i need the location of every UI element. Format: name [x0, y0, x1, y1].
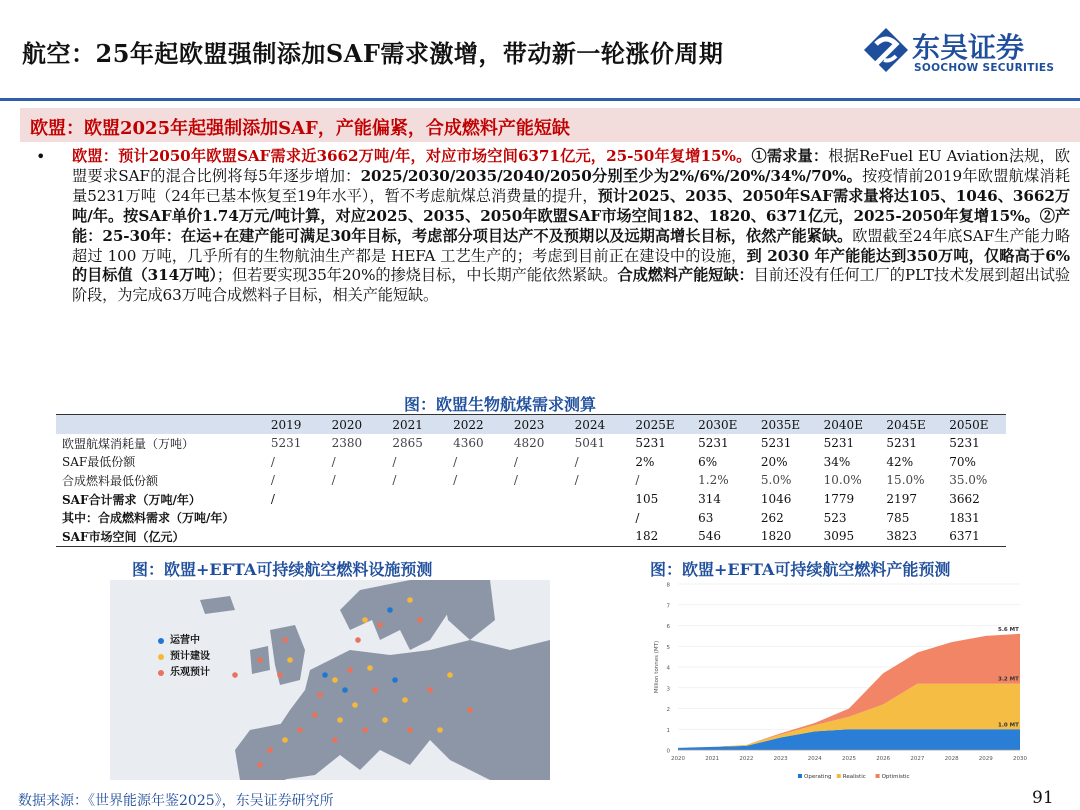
table-header-row: [56, 415, 1006, 435]
table-cell: 5231: [270, 436, 302, 451]
table-cell: [569, 527, 630, 546]
table-cell: 4360: [453, 436, 484, 451]
table-cell: 546: [692, 527, 755, 546]
logo-text-en: SOOCHOW SECURITIES: [914, 62, 1055, 74]
table-cell: 1831: [949, 510, 980, 525]
table-cell: 42%: [886, 454, 914, 469]
table-cell: 2865: [392, 436, 423, 451]
table-cell: /: [513, 454, 518, 469]
table-cell: /: [270, 473, 275, 488]
map-facility-dot: [417, 617, 423, 623]
table-cell: 182: [629, 527, 692, 546]
table-cell: 20%: [760, 454, 788, 469]
map-facility-dot: [257, 657, 263, 663]
table-row: [56, 508, 1006, 527]
table-cell: [326, 527, 387, 546]
table-cell: /: [635, 473, 640, 488]
chart-legend-swatch: [798, 774, 802, 778]
chart-x-tick-label: 2029: [978, 756, 993, 762]
section-subtitle: 欧盟：欧盟2025年起强制添加SAF，产能偏紧，合成燃料产能短缺: [30, 118, 570, 139]
table-cell: 1779: [823, 492, 855, 507]
table-row-label: SAF合计需求（万吨/年）: [62, 492, 201, 507]
table-cell: /: [392, 454, 397, 469]
map-facility-dot: [372, 687, 378, 693]
para-bold-4: ②产能：25-30年：在运+在建产能可满足30年目标，考虑部分项目达产不及预期以及远期高增长目标，依然产能紧缺。: [72, 206, 1070, 245]
table-cell: 70%: [949, 454, 976, 469]
table-header-cell: 2050E: [943, 415, 1006, 435]
chart-legend-label: Operating: [804, 774, 832, 780]
table-cell: 5231: [760, 436, 792, 451]
table-cell: 5231: [698, 436, 729, 451]
map-facility-dot: [407, 727, 413, 733]
map-facility-dot: [257, 762, 263, 768]
map-facility-dot: [347, 667, 353, 673]
table-cell: 5041: [574, 436, 606, 451]
table-cell: [265, 508, 326, 527]
table-row: [56, 434, 1006, 453]
table-header-cell: 2045E: [880, 415, 943, 435]
chart-x-tick-label: 2020: [671, 756, 685, 762]
chart-x-tick-label: 2026: [876, 756, 891, 762]
table-header-cell: 2030E: [692, 415, 755, 435]
map-facility-dot: [332, 677, 338, 683]
map-facility-dot: [317, 692, 323, 698]
table-cell: 2197: [886, 492, 917, 507]
table-cell: /: [453, 454, 458, 469]
chart-legend-label: Optimistic: [881, 774, 910, 780]
table-header-cell: 2024: [569, 415, 630, 435]
map-facility-dot: [322, 672, 328, 678]
para-bold-1: ①需求量：: [751, 147, 829, 165]
table-cell: [508, 490, 569, 509]
table-row-label: SAF最低份额: [62, 455, 136, 470]
table-header-cell: 2035E: [755, 415, 818, 435]
chart-y-tick-label: 0: [666, 748, 670, 755]
map-facility-dot: [387, 607, 393, 613]
map-facility-dot: [437, 727, 443, 733]
map-legend-item: 运营中: [158, 633, 210, 649]
table-cell: 3662: [949, 492, 980, 507]
table-cell: [508, 527, 569, 546]
page-number: 91: [1032, 788, 1054, 808]
chart-x-tick-label: 2022: [739, 756, 754, 762]
table-cell: 63: [698, 510, 714, 525]
chart-x-tick-label: 2028: [944, 756, 959, 762]
map-legend-item: 乐观预计: [158, 665, 210, 681]
para-bold-2: 2025/2030/2035/2040/2050分别至少为2%/6%/20%/34%/70%。: [360, 166, 863, 185]
chart-y-tick-label: 8: [666, 582, 670, 589]
map-facility-dot: [282, 637, 288, 643]
para-text-4: ；但若要实现35年20%的掺烧目标，中长期产能依然紧缺。: [216, 266, 618, 285]
page-title: 航空：25年起欧盟强制添加SAF需求激增，带动新一轮涨价周期: [22, 39, 724, 68]
table-header-cell: 2019: [265, 415, 326, 435]
map-facility-dot: [382, 717, 388, 723]
chart-y-tick-label: 4: [666, 665, 670, 672]
table-cell: [447, 508, 508, 527]
table-header-cell: [56, 415, 265, 435]
table-header-cell: 2021: [386, 415, 447, 435]
table-cell: 3095: [818, 527, 881, 546]
chart-x-tick-label: 2021: [705, 756, 720, 762]
chart-y-tick-label: 2: [666, 707, 670, 713]
table-cell: 2%: [635, 454, 655, 469]
table-row-label: SAF市场空间（亿元）: [56, 527, 265, 546]
table-cell: [326, 508, 387, 527]
table-cell: 35.0%: [949, 473, 988, 488]
table-cell: 523: [823, 510, 847, 525]
table-cell: /: [270, 454, 275, 469]
table-cell: 314: [698, 492, 722, 507]
table-cell: /: [635, 510, 640, 525]
para-text-2: 按疫情前2019年欧盟航煤消耗量5231万吨（24年已基本恢复至19年水平），暂不考虑航煤总消费量的提升，: [72, 166, 1070, 205]
section-header-bar: [20, 108, 1080, 142]
table-cell: [386, 490, 447, 509]
map-facility-dot: [392, 677, 398, 683]
table-cell: 5.0%: [760, 473, 792, 488]
table-cell: 5231: [886, 436, 917, 451]
map-facility-dot: [355, 637, 361, 643]
map-facility-dot: [342, 687, 348, 693]
table-cell: /: [270, 492, 275, 507]
logo-text-cn: 东吴证券: [912, 31, 1025, 64]
map-facility-dot: [407, 597, 413, 603]
table-row: [56, 527, 1006, 546]
table-cell: 105: [635, 492, 659, 507]
table-cell: 1046: [760, 492, 792, 507]
map-legend-item: 预计建设: [158, 649, 210, 665]
legend-dot-planned: [158, 654, 164, 660]
table-cell: [265, 527, 326, 546]
para-bold-5: 到 2030 年产能能达到350万吨，仅略高于6%的目标值（314万吨）: [72, 246, 1070, 285]
map-facility-dot: [297, 727, 303, 733]
table-cell: 262: [760, 510, 784, 525]
capacity-chart: [650, 578, 1040, 784]
map-facility-dot: [287, 657, 293, 663]
chart-x-tick-label: 2024: [807, 756, 822, 762]
map-facility-dot: [352, 702, 358, 708]
chart-x-tick-label: 2027: [910, 756, 925, 762]
map-facility-dot: [402, 697, 408, 703]
table-cell: 785: [886, 510, 910, 525]
para-highlight-1: 欧盟：预计2050年欧盟SAF需求近3662万吨/年，对应市场空间6371亿元，25-50年复增15%。: [72, 147, 752, 165]
map-facility-dot: [427, 687, 433, 693]
chart-x-tick-label: 2030: [1013, 756, 1027, 762]
map-facility-dot: [277, 672, 283, 678]
table-cell: 4820: [513, 436, 545, 451]
chart-y-tick-label: 6: [666, 624, 670, 630]
table-cell: /: [331, 473, 336, 488]
table-cell: 1820: [755, 527, 818, 546]
table-cell: [326, 490, 387, 509]
chart-legend-label: Realistic: [842, 774, 866, 780]
table-cell: 15.0%: [886, 473, 925, 488]
chart-x-tick-label: 2025: [842, 756, 856, 762]
chart-y-tick-label: 1: [666, 727, 670, 734]
table-header-cell: 2040E: [818, 415, 881, 435]
para-bold-3: 预计2025、2035、2050年SAF需求量将达105、1046、3662万吨/年。按SAF单价1.74万元/吨计算，对应2025、2035、2050年欧盟SAF市场空间182、1820、6371亿元，2025-2050年复增15%。: [72, 186, 1071, 225]
chart-legend-swatch: [837, 774, 841, 778]
table-caption: 图：欧盟生物航煤需求测算: [404, 395, 597, 414]
para-bold-6: 合成燃料产能短缺：: [617, 266, 754, 285]
table-cell: [447, 490, 508, 509]
chart-y-tick-label: 5: [666, 644, 670, 651]
chart-x-tick-label: 2023: [773, 756, 788, 762]
map-facility-dot: [337, 717, 343, 723]
chart-annotation: 5.6 MT: [998, 626, 1019, 633]
table-cell: /: [574, 454, 579, 469]
chart-annotation: 3.2 MT: [998, 676, 1019, 683]
table-cell: 6%: [698, 454, 718, 469]
map-facility-dot: [282, 737, 288, 743]
table-cell: [386, 508, 447, 527]
table-header-cell: 2025E: [629, 415, 692, 435]
table-cell: 5231: [635, 436, 666, 451]
map-facility-dot: [362, 727, 368, 733]
table-row-label: 欧盟航煤消耗量（万吨）: [62, 436, 195, 451]
chart-y-axis-label: Million tonnes (MT): [654, 640, 660, 694]
map-caption: 图：欧盟+EFTA可持续航空燃料设施预测: [132, 560, 433, 579]
demand-table: [56, 414, 1006, 547]
table-row-label: 其中：合成燃料需求（万吨/年）: [62, 511, 235, 526]
source-note: 数据来源：《世界能源年鉴2025》，东吴证券研究所: [18, 793, 334, 809]
table-cell: 6371: [943, 527, 1006, 546]
map-facility-dot: [467, 707, 473, 713]
legend-dot-optimistic: [158, 670, 164, 676]
table-cell: 2380: [331, 436, 363, 451]
map-facility-dot: [232, 672, 238, 678]
map-legend: [158, 633, 210, 681]
header-divider: [0, 98, 1080, 101]
body-paragraph: [72, 147, 1070, 306]
bullet-icon: •: [36, 147, 46, 166]
table-cell: 5231: [949, 436, 980, 451]
table-cell: [569, 490, 630, 509]
table-cell: 34%: [823, 454, 851, 469]
table-cell: 1.2%: [698, 473, 729, 488]
table-header-cell: 2020: [326, 415, 387, 435]
table-header-cell: 2023: [508, 415, 569, 435]
table-cell: /: [331, 454, 336, 469]
table-row: [56, 490, 1006, 509]
map-facility-dot: [362, 617, 368, 623]
table-body: [56, 434, 1006, 546]
logo-mark-icon: [862, 26, 910, 74]
table-cell: 10.0%: [823, 473, 862, 488]
map-facility-dot: [267, 747, 273, 753]
para-text-1: 根据ReFuel EU Aviation法规，欧盟要求SAF的混合比例将每5年逐步增加：: [72, 147, 1070, 185]
table-cell: [508, 508, 569, 527]
map-facility-dot: [377, 622, 383, 628]
table-cell: [447, 527, 508, 546]
map-facility-dot: [332, 737, 338, 743]
table-row-label: 合成燃料最低份额: [62, 473, 159, 488]
table-row: [56, 471, 1006, 490]
table-header-cell: 2022: [447, 415, 508, 435]
para-text-3: 欧盟截至24年底SAF生产能力略超过 100 万吨，几乎所有的生物航油生产都是 HEFA 工艺生产的；考虑到目前正在建设中的设施，: [72, 226, 1070, 265]
table-cell: [569, 508, 630, 527]
chart-caption: 图：欧盟+EFTA可持续航空燃料产能预测: [650, 560, 951, 579]
map-facility-dot: [312, 712, 318, 718]
table-row: [56, 453, 1006, 472]
map-facility-dot: [447, 672, 453, 678]
para-text-5: 目前还没有任何工厂的PLT技术发展到超出试验阶段，为完成63万吨合成燃料子目标，相关产能短缺。: [72, 266, 1070, 305]
company-logo: [862, 24, 1062, 80]
chart-y-tick-label: 3: [666, 686, 670, 693]
chart-area-operating: [678, 729, 1020, 750]
chart-legend-swatch: [876, 774, 880, 778]
table-cell: /: [453, 473, 458, 488]
table-cell: /: [513, 473, 518, 488]
table-cell: /: [392, 473, 397, 488]
chart-annotation: 1.0 MT: [998, 722, 1019, 729]
table-cell: [386, 527, 447, 546]
table-cell: /: [574, 473, 579, 488]
map-facility-dot: [367, 665, 373, 671]
table-cell: 5231: [823, 436, 855, 451]
table-cell: 3823: [880, 527, 943, 546]
legend-dot-operating: [158, 638, 164, 644]
chart-y-tick-label: 7: [666, 603, 670, 610]
